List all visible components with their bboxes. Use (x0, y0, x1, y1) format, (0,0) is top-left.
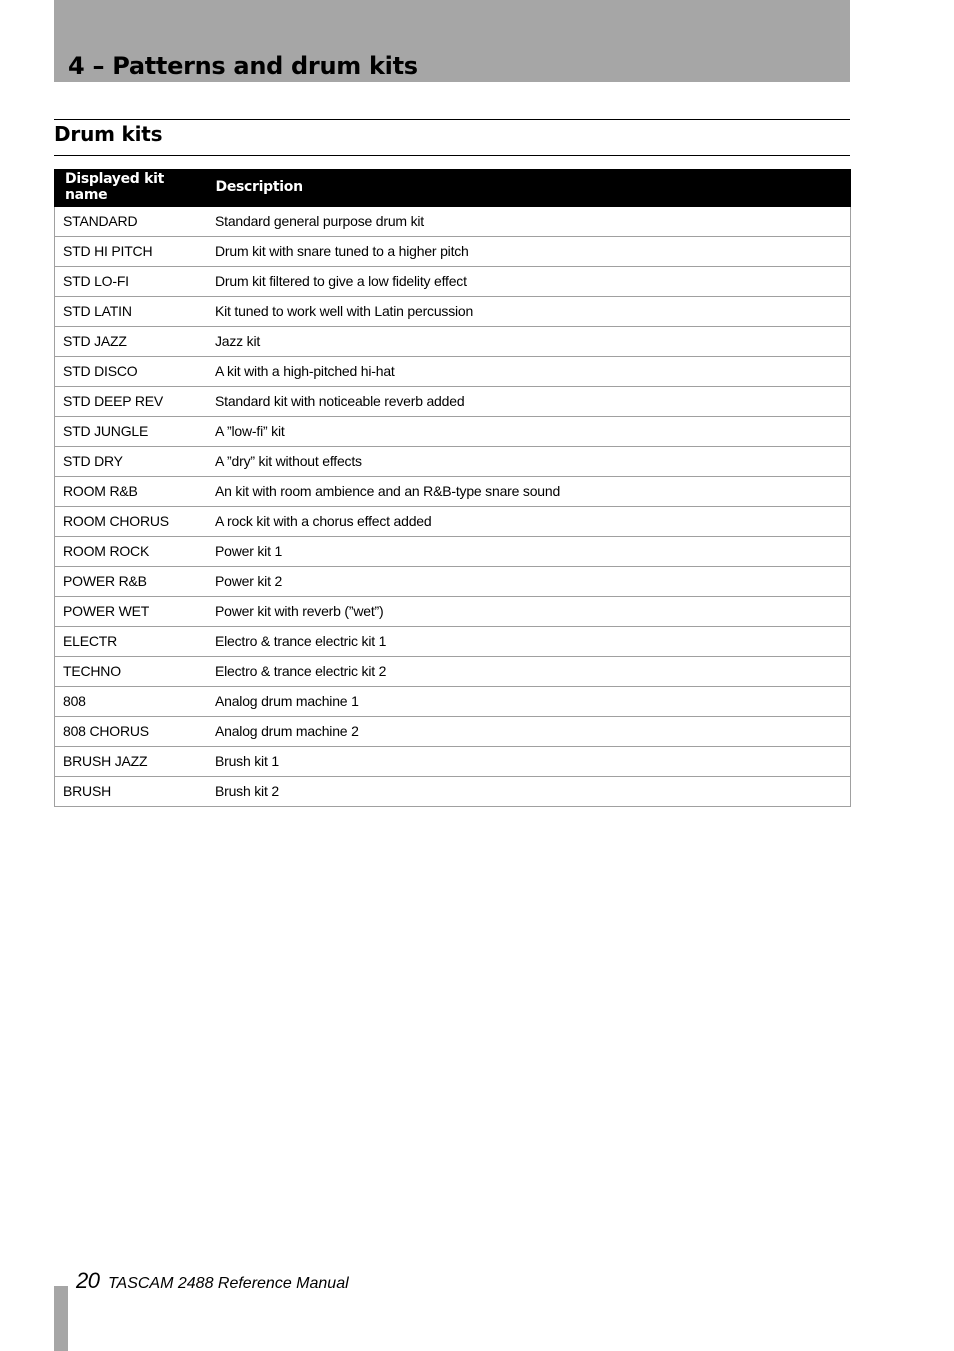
kit-name-cell: TECHNO (55, 657, 208, 687)
kit-description-cell: A ”low-fi” kit (207, 417, 851, 447)
kit-description-cell: Brush kit 1 (207, 747, 851, 777)
page-footer (76, 1268, 349, 1294)
chapter-title: 4 – Patterns and drum kits (68, 52, 418, 80)
section-rule-top (54, 119, 850, 120)
table-row (55, 267, 851, 297)
kit-name-cell: STD LO-FI (55, 267, 208, 297)
section-title: Drum kits (54, 122, 163, 146)
table-row (55, 717, 851, 747)
table-row (55, 207, 851, 237)
table-row (55, 747, 851, 777)
table-row (55, 357, 851, 387)
table-row (55, 297, 851, 327)
chapter-header-band (54, 0, 850, 82)
kit-name-cell: STD DEEP REV (55, 387, 208, 417)
table-row (55, 627, 851, 657)
kit-description-cell: Power kit with reverb (”wet”) (207, 597, 851, 627)
table-row (55, 327, 851, 357)
kit-description-cell: A rock kit with a chorus effect added (207, 507, 851, 537)
kit-name-cell: ROOM ROCK (55, 537, 208, 567)
table-row (55, 687, 851, 717)
kit-name-cell: STD DRY (55, 447, 208, 477)
table-row (55, 657, 851, 687)
kit-description-cell: Electro & trance electric kit 1 (207, 627, 851, 657)
kit-name-cell: STANDARD (55, 207, 208, 237)
kit-name-cell: POWER WET (55, 597, 208, 627)
table-body (55, 207, 851, 807)
table-row (55, 777, 851, 807)
kit-description-cell: Drum kit filtered to give a low fidelity effect (207, 267, 851, 297)
kit-description-cell: Drum kit with snare tuned to a higher pitch (207, 237, 851, 267)
kit-description-cell: Power kit 1 (207, 537, 851, 567)
kit-description-cell: Standard kit with noticeable reverb added (207, 387, 851, 417)
table-row (55, 477, 851, 507)
kit-description-cell: Jazz kit (207, 327, 851, 357)
kit-name-cell: BRUSH (55, 777, 208, 807)
column-header-description: Description (207, 170, 851, 207)
kit-description-cell: Analog drum machine 2 (207, 717, 851, 747)
kit-name-cell: 808 CHORUS (55, 717, 208, 747)
table-header-row (55, 170, 851, 207)
kit-description-cell: Analog drum machine 1 (207, 687, 851, 717)
table-row (55, 537, 851, 567)
kit-description-cell: Standard general purpose drum kit (207, 207, 851, 237)
manual-title: TASCAM 2488 Reference Manual (107, 1275, 349, 1292)
kit-description-cell: A ”dry” kit without effects (207, 447, 851, 477)
kit-name-cell: ROOM R&B (55, 477, 208, 507)
kit-description-cell: Electro & trance electric kit 2 (207, 657, 851, 687)
kit-name-cell: ELECTR (55, 627, 208, 657)
kit-name-cell: BRUSH JAZZ (55, 747, 208, 777)
kit-description-cell: A kit with a high-pitched hi-hat (207, 357, 851, 387)
kit-name-cell: STD DISCO (55, 357, 208, 387)
table-row (55, 597, 851, 627)
section-rule-bottom (54, 155, 850, 156)
kit-description-cell: An kit with room ambience and an R&B-type snare sound (207, 477, 851, 507)
kit-name-cell: STD JUNGLE (55, 417, 208, 447)
table-row (55, 417, 851, 447)
kit-name-cell: ROOM CHORUS (55, 507, 208, 537)
kit-description-cell: Brush kit 2 (207, 777, 851, 807)
kit-name-cell: STD HI PITCH (55, 237, 208, 267)
footer-tab-bar (54, 1286, 68, 1351)
kit-name-cell: STD JAZZ (55, 327, 208, 357)
drum-kit-table (54, 169, 851, 807)
table-row (55, 567, 851, 597)
kit-name-cell: STD LATIN (55, 297, 208, 327)
kit-name-cell: POWER R&B (55, 567, 208, 597)
table-row (55, 237, 851, 267)
table-row (55, 387, 851, 417)
kit-name-cell: 808 (55, 687, 208, 717)
page-number: 20 (76, 1268, 100, 1293)
kit-description-cell: Kit tuned to work well with Latin percussion (207, 297, 851, 327)
table-row (55, 447, 851, 477)
kit-description-cell: Power kit 2 (207, 567, 851, 597)
table-row (55, 507, 851, 537)
column-header-kit-name: Displayed kit name (55, 170, 208, 207)
